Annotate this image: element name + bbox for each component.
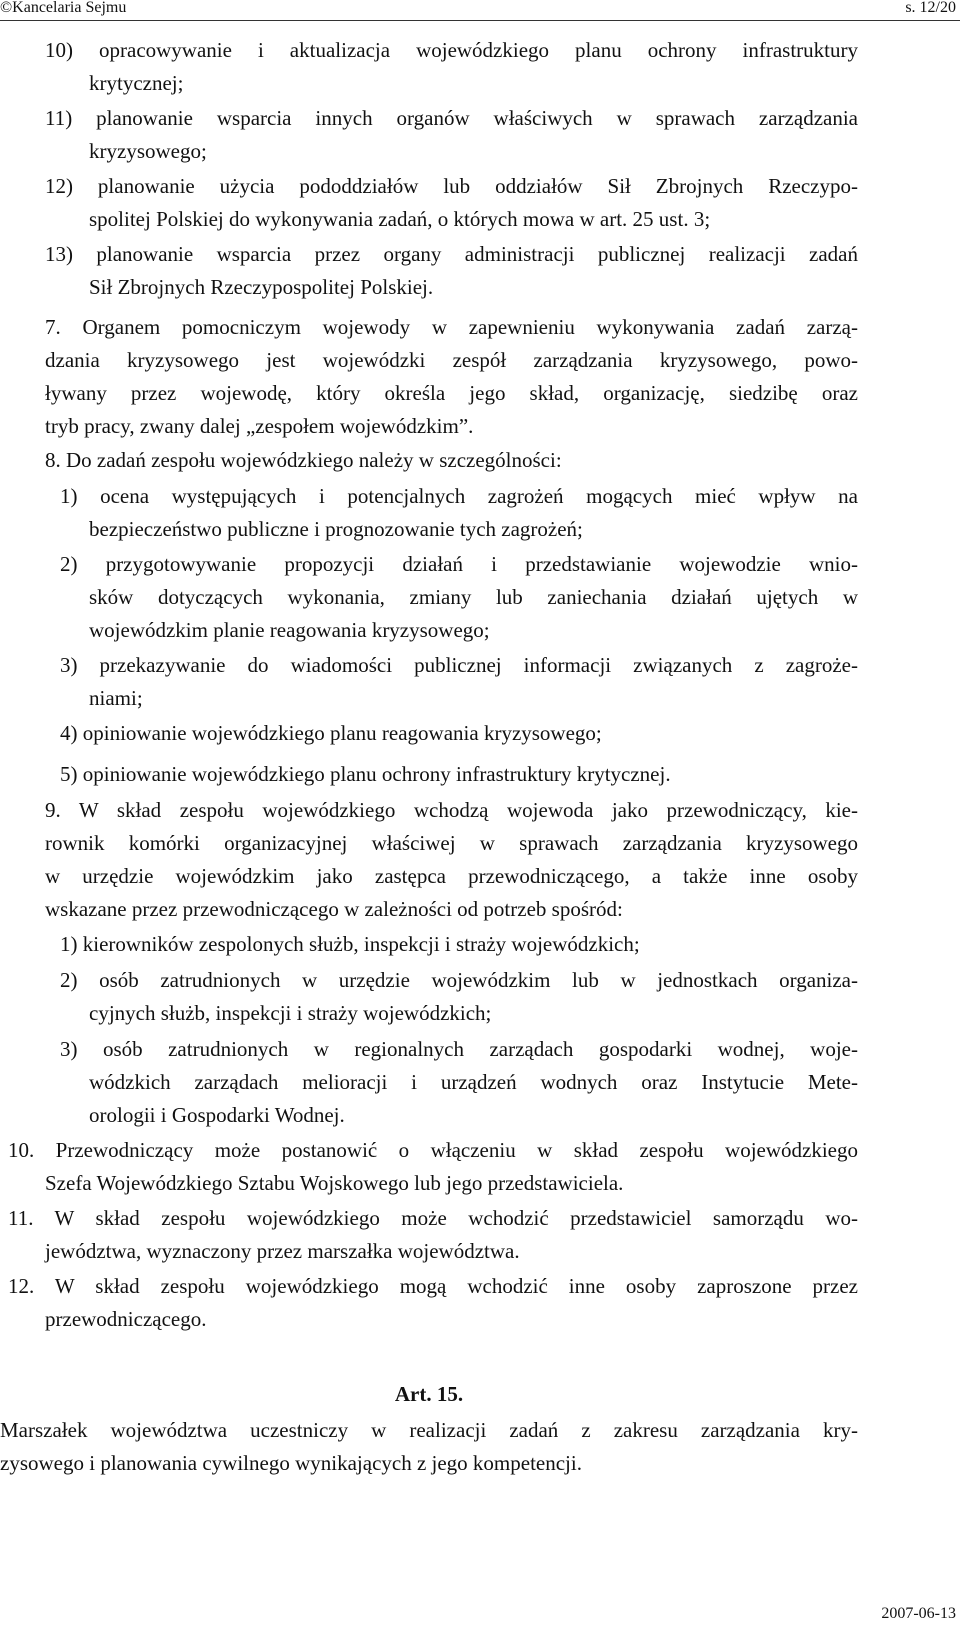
u8p2-line-1: 2) przygotowywanie propozycji działań i przedstawianie wojewodzie wnio- [60,552,858,576]
art_text-line-1: Marszałek województwa uczestniczy w realizacji zadań z zakresu zarządzania kry- [0,1418,858,1442]
p13-line-2: Sił Zbrojnych Rzeczypospolitej Polskiej. [89,275,434,299]
u7-line-4: tryb pracy, zwany dalej „zespołem wojewódzkim”. [45,414,474,438]
u8p3-line-2: niami; [89,686,143,710]
u9p1-line-1: 1) kierowników zespolonych służb, inspekcji i straży wojewódzkich; [60,932,640,956]
u8p2-line-3: wojewódzkim planie reagowania kryzysowego; [89,618,490,642]
u9p3-line-2: wódzkich zarządach melioracji i urządzeń wodnych oraz Instytucie Mete- [89,1070,858,1094]
u9-line-2: rownik komórki organizacyjnej właściwej w sprawach zarządzania kryzysowego [45,831,858,855]
u8p1-line-1: 1) ocena występujących i potencjalnych zagrożeń mogących mieć wpływ na [60,484,858,508]
header-rule [0,20,960,21]
p10-line-2: krytycznej; [89,71,184,95]
u9p3-line-3: orologii i Gospodarki Wodnej. [89,1103,345,1127]
u9-line-3: w urzędzie wojewódzkim jako zastępca przewodniczącego, a także inne osoby [45,864,858,888]
p10-line-1: 10) opracowywanie i aktualizacja wojewódzkiego planu ochrony infrastruktury [45,38,858,62]
p13-line-1: 13) planowanie wsparcia przez organy administracji publicznej realizacji zadań [45,242,858,266]
header-copyright: ©Kancelaria Sejmu [0,0,127,16]
u8p1-line-2: bezpieczeństwo publiczne i prognozowanie tych zagrożeń; [89,517,583,541]
u9p3-line-1: 3) osób zatrudnionych w regionalnych zarządach gospodarki wodnej, woje- [60,1037,858,1061]
u10-line-1: 10. Przewodniczący może postanowić o włączeniu w skład zespołu wojewódzkiego [8,1138,858,1162]
u8-line-1: 8. Do zadań zespołu wojewódzkiego należy w szczególności: [45,448,562,472]
u9p2-line-1: 2) osób zatrudnionych w urzędzie wojewódzkim lub w jednostkach organiza- [60,968,858,992]
header-page-number: s. 12/20 [905,0,956,16]
u12-line-1: 12. W skład zespołu wojewódzkiego mogą wchodzić inne osoby zaproszone przez [8,1274,858,1298]
u12-line-2: przewodniczącego. [45,1307,207,1331]
u9-line-1: 9. W skład zespołu wojewódzkiego wchodzą wojewoda jako przewodniczący, kie- [45,798,858,822]
u9p2-line-2: cyjnych służb, inspekcji i straży wojewódzkich; [89,1001,492,1025]
u7-line-3: ływany przez wojewodę, który określa jego skład, organizację, siedzibę oraz [45,381,858,405]
u8p5-line-1: 5) opiniowanie wojewódzkiego planu ochrony infrastruktury krytycznej. [60,762,671,786]
u11-line-2: jewództwa, wyznaczony przez marszałka województwa. [45,1239,520,1263]
p11-line-2: kryzysowego; [89,139,207,163]
u10-line-2: Szefa Wojewódzkiego Sztabu Wojskowego lub jego przedstawiciela. [45,1171,624,1195]
u7-line-1: 7. Organem pomocniczym wojewody w zapewnieniu wykonywania zadań zarzą- [45,315,858,339]
u8p3-line-1: 3) przekazywanie do wiadomości publicznej informacji związanych z zagroże- [60,653,858,677]
u11-line-1: 11. W skład zespołu wojewódzkiego może wchodzić przedstawiciel samorządu wo- [8,1206,858,1230]
art_heading-line-1: Art. 15. [394,1382,464,1406]
p12-line-2: spolitej Polskiej do wykonywania zadań, o których mowa w art. 25 ust. 3; [89,207,711,231]
u8p2-line-2: sków dotyczących wykonania, zmiany lub zaniechania działań ujętych w [89,585,858,609]
p12-line-1: 12) planowanie użycia pododdziałów lub oddziałów Sił Zbrojnych Rzeczypo- [45,174,858,198]
u7-line-2: dzania kryzysowego jest wojewódzki zespół zarządzania kryzysowego, powo- [45,348,858,372]
art_text-line-2: zysowego i planowania cywilnego wynikających z jego kompetencji. [0,1451,582,1475]
p11-line-1: 11) planowanie wsparcia innych organów właściwych w sprawach zarządzania [45,106,858,130]
footer-date: 2007-06-13 [881,1605,956,1622]
u9-line-4: wskazane przez przewodniczącego w zależności od potrzeb spośród: [45,897,623,921]
u8p4-line-1: 4) opiniowanie wojewódzkiego planu reagowania kryzysowego; [60,721,602,745]
